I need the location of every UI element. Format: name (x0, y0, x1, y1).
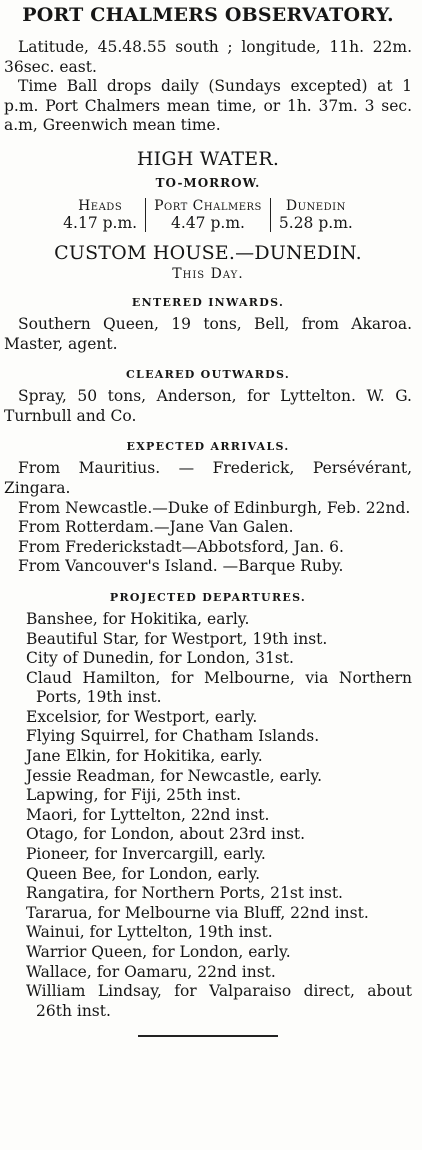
custom-house-subtitle: This Day. (172, 265, 244, 282)
projected-entry: Beautiful Star, for Westport, 19th inst. (26, 629, 328, 648)
projected-entry: Wainui, for Lyttelton, 19th inst. (26, 923, 273, 942)
expected-entry: From Vancouver's Island. —Barque Ruby. (18, 557, 344, 576)
projected-entry: Flying Squirrel, for Chatham Islands. (26, 727, 320, 746)
expected-list (4, 459, 412, 577)
projected-entry: Lapwing, for Fiji, 25th inst. (26, 786, 242, 805)
expected-entry: From Newcastle.—Duke of Edinburgh, Feb. 22nd. (18, 498, 411, 517)
projected-entry: Warrior Queen, for London, early. (26, 943, 291, 961)
port-heads (55, 198, 145, 232)
entered-entry: Southern Queen, 19 tons, Bell, from Akaroa. Master, agent. (4, 314, 412, 353)
observatory-title: PORT CHALMERS OBSERVATORY. (22, 4, 394, 26)
projected-entry: Tararua, for Melbourne via Bluff, 22nd inst. (26, 903, 369, 922)
projected-entry: William Lindsay, for Valparaiso direct, about 26th inst. (26, 982, 412, 1020)
port-name: Port Chalmers (154, 197, 262, 214)
projected-entry: Claud Hamilton, for Melbourne, via Northern Ports, 19th inst. (26, 668, 412, 707)
port-name: Heads (78, 197, 123, 214)
port-time: 4.47 p.m. (171, 213, 245, 232)
projected-entry: Maori, for Lyttelton, 22nd inst. (26, 805, 270, 824)
projected-entry: Jane Elkin, for Hokitika, early. (26, 747, 263, 766)
expected-entry: From Frederickstadt—Abbotsford, Jan. 6. (18, 537, 344, 556)
custom-house-title: CUSTOM HOUSE.—DUNEDIN. (54, 241, 362, 264)
observatory-timeball: Time Ball drops daily (Sundays excepted) at 1 p.m. Port Chalmers mean time, or 1h. 37m. 3 sec. a.m, Greenwich mean time. (4, 77, 412, 135)
projected-entry: Jessie Readman, for Newcastle, early. (26, 766, 323, 785)
expected-entry: From Rotterdam.—Jane Van Galen. (18, 518, 294, 537)
observatory-coordinates: Latitude, 45.48.55 south ; longitude, 11h. 22m. 36sec. east. (4, 38, 412, 76)
projected-entry: Pioneer, for Invercargill, early. (26, 845, 266, 864)
projected-entry: Queen Bee, for London, early. (26, 864, 261, 883)
projected-list (4, 610, 412, 1021)
entered-heading: ENTERED INWARDS. (131, 295, 285, 309)
projected-entry: Rangatira, for Northern Ports, 21st inst. (26, 884, 343, 903)
projected-heading: PROJECTED DEPARTURES. (109, 590, 307, 604)
expected-heading: EXPECTED ARRIVALS. (126, 440, 290, 454)
high-water-subtitle: TO-MORROW. (155, 175, 261, 190)
cleared-heading: CLEARED OUTWARDS. (125, 368, 290, 382)
port-name: Dunedin (285, 197, 346, 214)
port-chalmers (145, 198, 270, 232)
port-time: 5.28 p.m. (278, 213, 353, 232)
high-water-title: HIGH WATER. (136, 147, 280, 170)
cleared-entry: Spray, 50 tons, Anderson, for Lyttelton. W. G. Turnbull and Co. (4, 387, 412, 425)
closing-rule (138, 1035, 278, 1037)
projected-entry: Banshee, for Hokitika, early. (26, 609, 250, 628)
high-water-table (4, 198, 412, 232)
port-time: 4.17 p.m. (63, 213, 138, 232)
expected-entry: From Mauritius. — Frederick, Persévérant, Zingara. (4, 459, 412, 497)
projected-entry: Otago, for London, about 23rd inst. (26, 825, 306, 844)
projected-entry: Wallace, for Oamaru, 22nd inst. (26, 962, 276, 981)
projected-entry: City of Dunedin, for London, 31st. (26, 649, 294, 668)
projected-entry: Excelsior, for Westport, early. (26, 707, 258, 726)
port-dunedin (270, 198, 361, 232)
